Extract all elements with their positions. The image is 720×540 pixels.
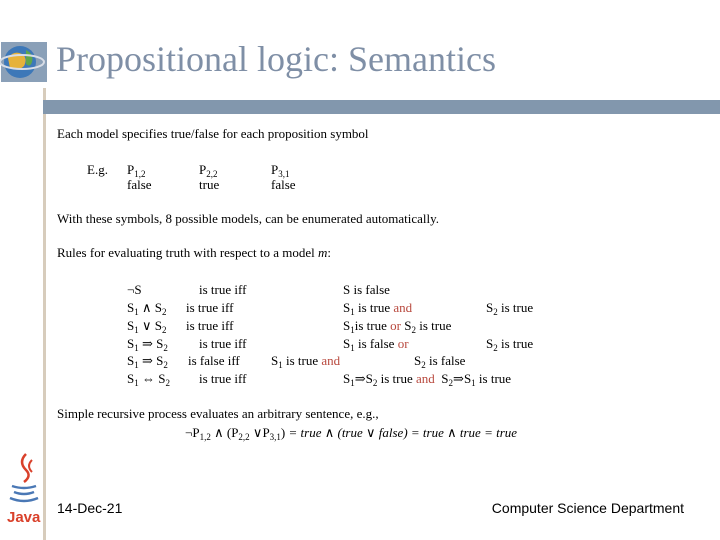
rule-implies-rhs-a: $S_1$ is false or <box>343 336 409 353</box>
footer-department: Computer Science Department <box>491 500 684 516</box>
rule-or-op: is true iff <box>186 318 234 333</box>
rule-implies-false-lhs: $S_1$ ⇒ $S_2$ <box>127 353 168 370</box>
intro-text: Each model specifies true/false for each proposition symbol <box>57 126 369 141</box>
rule-or-rhs: $S_1is$ true or $S_2$ is true <box>343 318 452 335</box>
example-symbol-2: $P_{2,2}$ true <box>199 162 220 192</box>
rule-not-op: is true iff <box>199 282 247 297</box>
rule-implies-false-op: is false iff <box>188 353 240 368</box>
rule-and-lhs: $S_1$ ∧ $S_2$ <box>127 300 167 317</box>
models-note: With these symbols, 8 possible models, can be enumerated automatically. <box>57 211 440 226</box>
recursive-note: Simple recursive process evaluates an arbitrary sentence, e.g., <box>57 406 379 421</box>
rule-not-lhs: ¬S <box>127 282 142 297</box>
rule-implies-false-rhs-a: $S_1$ is true and <box>271 353 341 370</box>
rule-implies-false-rhs-b: $S_2$ is false <box>414 353 466 370</box>
globe-logo-icon <box>0 40 48 84</box>
rules-intro: Rules for evaluating truth with respect to a model m: <box>57 245 332 260</box>
example-symbol-1: $P_{1,2}$ false <box>127 162 152 192</box>
rule-implies-op: is true iff <box>199 336 247 351</box>
example-label: E.g. <box>87 162 108 177</box>
rule-iff-op: is true iff <box>199 371 247 386</box>
rule-implies-rhs-b: $S_2$ is true <box>486 336 534 353</box>
rule-implies-lhs: $S_1$ ⇒ $S_2$ <box>127 336 168 353</box>
rule-not-rhs: S is false <box>343 282 390 297</box>
horizontal-accent-bar <box>43 100 720 114</box>
java-logo-icon <box>4 450 44 530</box>
rule-and-op: is true iff <box>186 300 234 315</box>
svg-text:Java: Java <box>7 509 41 526</box>
rule-or-lhs: $S_1$ ∨ $S_2$ <box>127 318 167 335</box>
rule-iff-lhs: $S_1$ ⇔ $S_2$ <box>127 371 170 388</box>
footer-date: 14-Dec-21 <box>57 500 123 516</box>
slide-title: Propositional logic: Semantics <box>56 39 496 79</box>
example-evaluation: $\neg P_{1,2}$ ∧ ($P_{2,2}$ $\vee P_{3,1}$) = true ∧ (true ∨ false) = true ∧ true = true <box>185 425 518 442</box>
example-symbol-3: $P_{3,1}$ false <box>271 162 296 192</box>
rule-and-rhs-b: $S_2$ is true <box>486 300 534 317</box>
rule-and-rhs-a: $S_1$ is true and <box>343 300 413 317</box>
rule-iff-rhs: $S_1\Rightarrow S_2$ is true and $S_2\Rightarrow S_1$ is true <box>343 371 512 388</box>
